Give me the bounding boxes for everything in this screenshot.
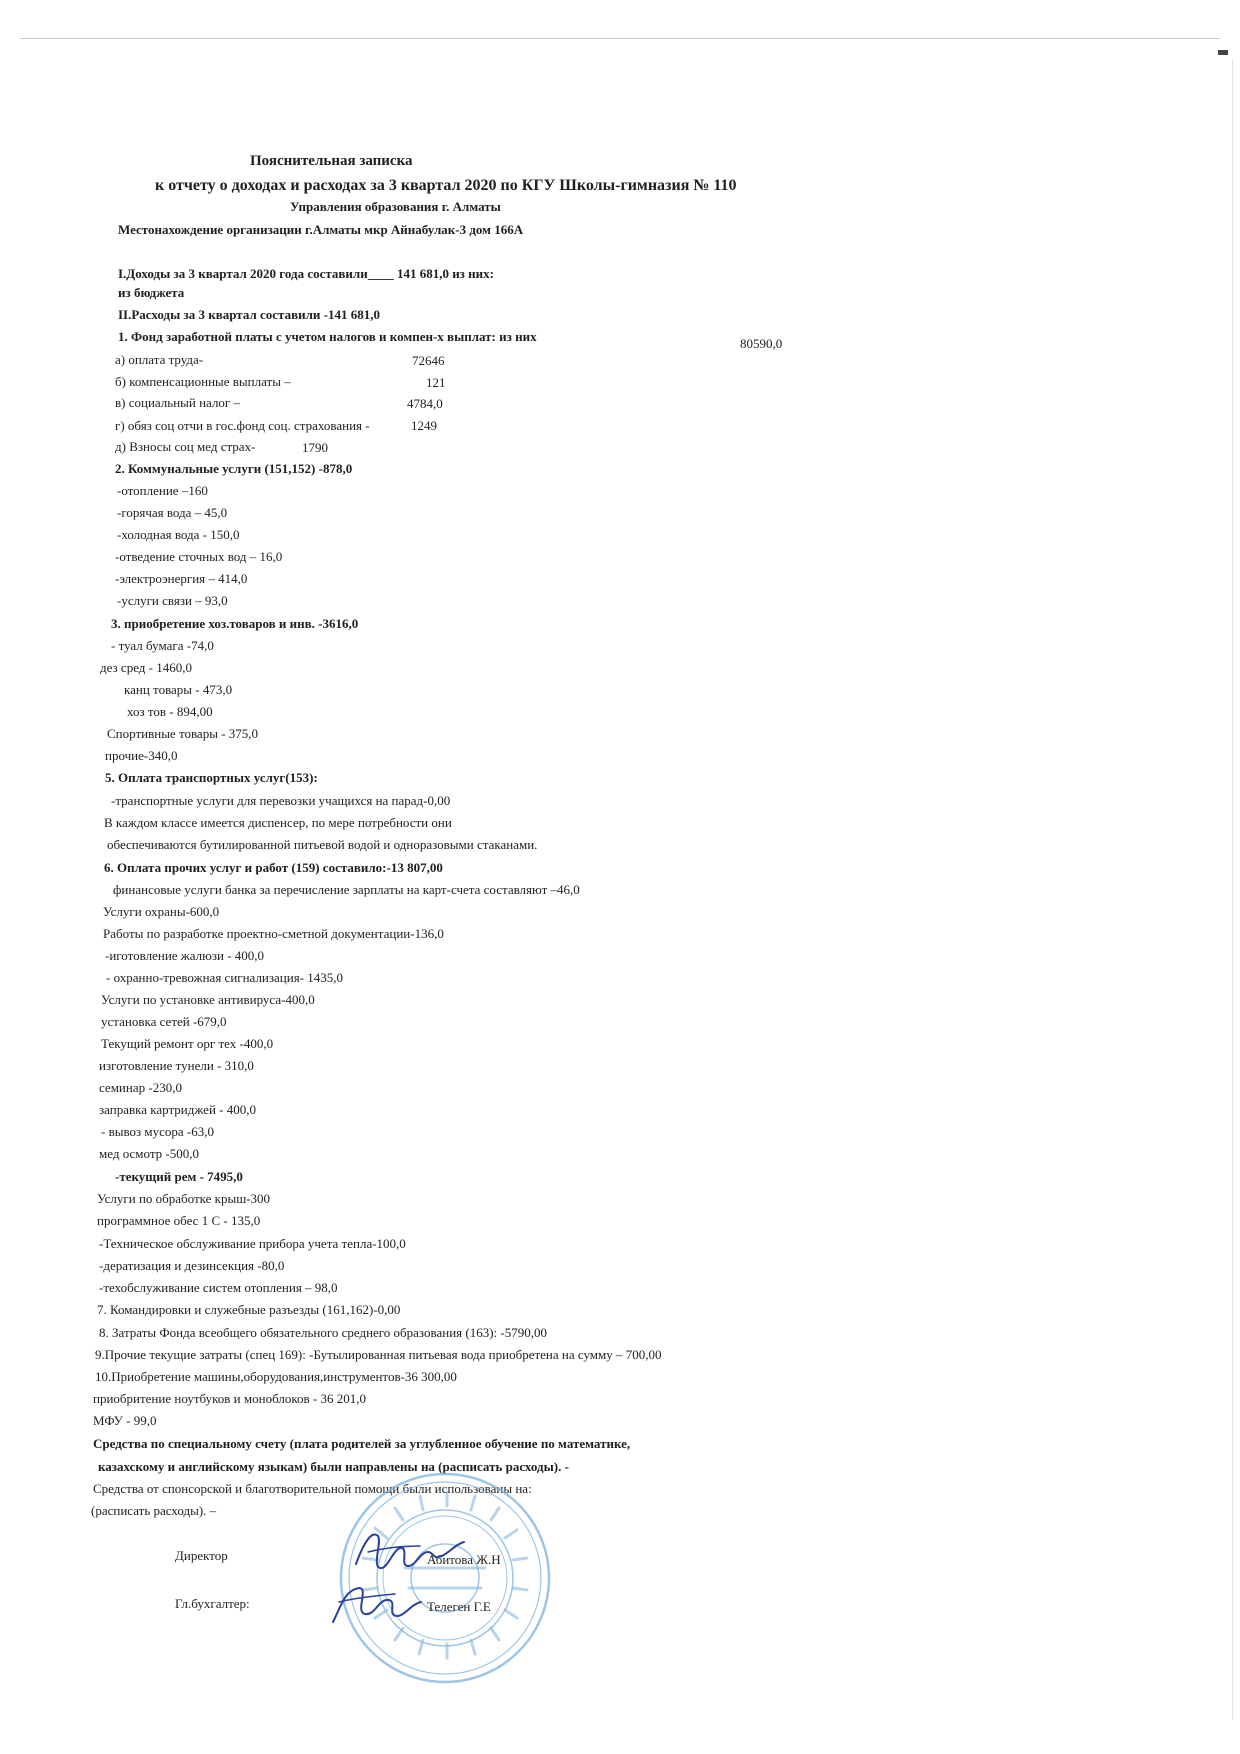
expense-line: 9.Прочие текущие затраты (спец 169): -Бутылированная питьевая вода приобретена на сумму – 700,00 xyxy=(95,1347,662,1362)
service-item: -дератизация и дезинсекция -80,0 xyxy=(99,1258,285,1273)
utility-item: -услуги связи – 93,0 xyxy=(117,593,228,608)
service-item: мед осмотр -500,0 xyxy=(99,1146,200,1161)
wage-item-value: 1790 xyxy=(302,440,328,455)
service-item: семинар -230,0 xyxy=(99,1080,182,1095)
wage-fund-total: 80590,0 xyxy=(740,336,783,351)
service-item: Услуги по обработке крыш-300 xyxy=(97,1191,271,1206)
utility-item: -холодная вода - 150,0 xyxy=(117,527,240,542)
goods-item: канц товары - 473,0 xyxy=(124,682,233,697)
wage-item-label: г) обяз соц отчи в гос.фонд соц. страхования - xyxy=(115,418,370,433)
wage-item-label: а) оплата труда- xyxy=(115,352,204,367)
service-item: - вывоз мусора -63,0 xyxy=(101,1124,214,1139)
service-item: Работы по разработке проектно-сметной документации-136,0 xyxy=(103,926,444,941)
director-name: Абитова Ж.Н xyxy=(427,1552,501,1567)
utility-item: -горячая вода – 45,0 xyxy=(117,505,228,520)
wage-fund-title: 1. Фонд заработной платы с учетом налогов и компен-х выплат: из них xyxy=(118,329,537,344)
income-line: I.Доходы за 3 квартал 2020 года составили____ 141 681,0 из них: xyxy=(118,266,494,281)
scan-edge-line xyxy=(20,38,1220,39)
wage-item-value: 121 xyxy=(426,375,446,390)
service-item: Услуги по установке антивируса-400,0 xyxy=(101,992,315,1007)
scan-edge-mark xyxy=(1218,50,1228,55)
goods-title: 3. приобретение хоз.товаров и инв. -3616,0 xyxy=(111,616,359,631)
wage-item-label: б) компенсационные выплаты – xyxy=(115,374,291,389)
director-role: Директор xyxy=(175,1548,228,1563)
wage-item-label: в) социальный налог – xyxy=(115,395,241,410)
service-item: -Техническое обслуживание прибора учета тепла-100,0 xyxy=(99,1236,406,1251)
utility-item: -электроэнергия – 414,0 xyxy=(115,571,248,586)
special-account-line: Средства по специальному счету (плата родителей за углубленное обучение по математике, xyxy=(93,1436,631,1451)
special-account-line: казахскому и английскому языкам) были направлены на (расписать расходы). - xyxy=(98,1459,569,1474)
goods-item: Спортивные товары - 375,0 xyxy=(107,726,259,741)
expense-line: 7. Командировки и служебные разъезды (161,162)-0,00 xyxy=(97,1302,401,1317)
service-item: финансовые услуги банка за перечисление зарплаты на карт-счета составляют –46,0 xyxy=(113,882,580,897)
goods-item: дез сред - 1460,0 xyxy=(100,660,192,675)
accountant-signature xyxy=(325,1576,435,1632)
department-line: Управления образования г. Алматы xyxy=(290,199,501,214)
service-item: Услуги охраны-600,0 xyxy=(103,904,220,919)
transport-item: обеспечиваются бутилированной питьевой водой и одноразовыми стаканами. xyxy=(107,837,538,852)
utilities-title: 2. Коммунальные услуги (151,152) -878,0 xyxy=(115,461,353,476)
service-item: Текущий ремонт орг тех -400,0 xyxy=(101,1036,274,1051)
accountant-role: Гл.бухгалтер: xyxy=(175,1596,250,1611)
service-item: -техобслуживание систем отопления – 98,0 xyxy=(99,1280,338,1295)
utility-item: -отопление –160 xyxy=(117,483,208,498)
transport-title: 5. Оплата транспортных услуг(153): xyxy=(105,770,318,785)
service-item: изготовление тунели - 310,0 xyxy=(99,1058,254,1073)
document-title: Пояснительная записка xyxy=(250,153,413,169)
transport-item: В каждом классе имеется диспенсер, по мере потребности они xyxy=(104,815,452,830)
sponsorship-line: (расписать расходы). – xyxy=(91,1503,217,1518)
expense-line: приобритение ноутбуков и моноблоков - 36 201,0 xyxy=(93,1391,366,1406)
wage-item-value: 4784,0 xyxy=(407,396,443,411)
scan-edge-line-right xyxy=(1232,60,1233,1720)
expense-line: 10.Приобретение машины,оборудования,инструментов-36 300,00 xyxy=(95,1369,457,1384)
service-item: программное обес 1 С - 135,0 xyxy=(97,1213,261,1228)
location-line: Местонахождение организации г.Алматы мкр Айнабулак-3 дом 166А xyxy=(118,222,524,237)
wage-item-label: д) Взносы соц мед страх- xyxy=(115,439,256,454)
goods-item: прочие-340,0 xyxy=(105,748,178,763)
other-services-title: 6. Оплата прочих услуг и работ (159) составило:-13 807,00 xyxy=(104,860,443,875)
goods-item: хоз тов - 894,00 xyxy=(127,704,213,719)
expense-line: 8. Затраты Фонда всеобщего обязательного среднего образования (163): -5790,00 xyxy=(99,1325,547,1340)
utility-item: -отведение сточных вод – 16,0 xyxy=(115,549,283,564)
expense-line: МФУ - 99,0 xyxy=(93,1413,157,1428)
wage-item-value: 72646 xyxy=(412,353,445,368)
document-subtitle: к отчету о доходах и расходах за 3 квартал 2020 по КГУ Школы-гимназия № 110 xyxy=(155,177,737,194)
wage-item-value: 1249 xyxy=(411,418,437,433)
service-item: - охранно-тревожная сигнализация- 1435,0 xyxy=(106,970,344,985)
service-item: заправка картриджей - 400,0 xyxy=(99,1102,256,1117)
goods-item: - туал бумага -74,0 xyxy=(111,638,214,653)
transport-item: -транспортные услуги для перевозки учащихся на парад-0,00 xyxy=(111,793,451,808)
accountant-name: Телеген Г.Е xyxy=(427,1599,491,1614)
director-signature xyxy=(350,1522,470,1578)
expenses-title: II.Расходы за 3 квартал составили -141 681,0 xyxy=(118,307,380,322)
service-item: установка сетей -679,0 xyxy=(101,1014,227,1029)
current-repair-line: -текущий рем - 7495,0 xyxy=(115,1169,243,1184)
sponsorship-line: Средства от спонсорской и благотворительной помощи были использованы на: xyxy=(93,1481,532,1496)
service-item: -иготовление жалюзи - 400,0 xyxy=(105,948,265,963)
income-from-budget: из бюджета xyxy=(118,285,185,300)
